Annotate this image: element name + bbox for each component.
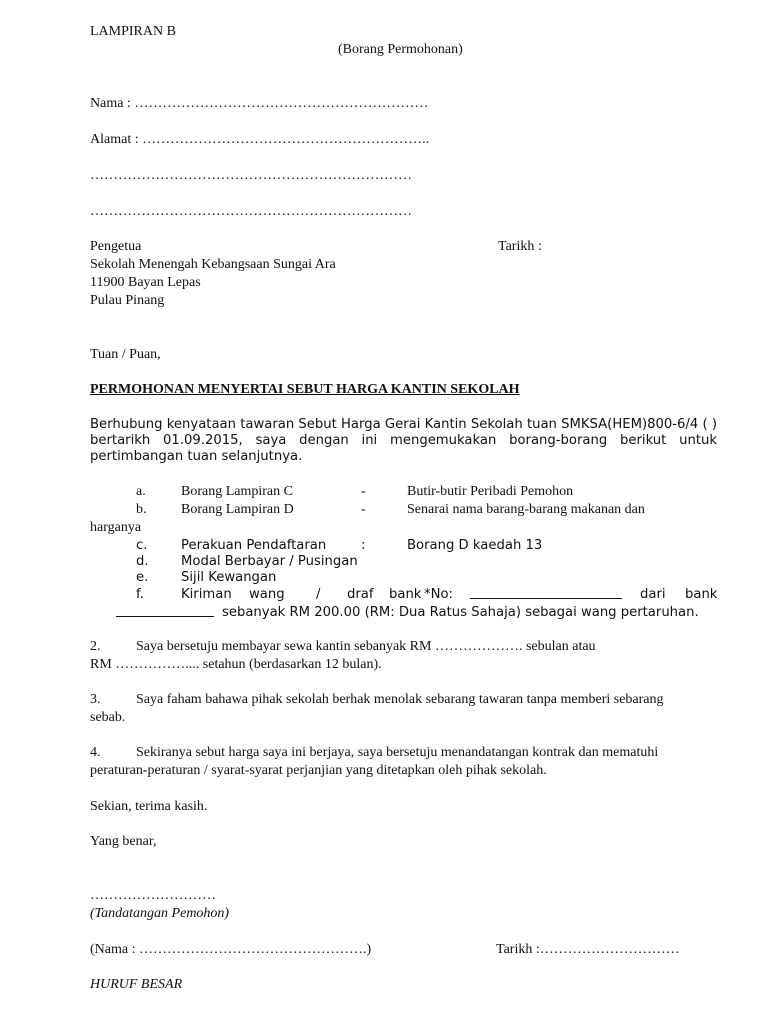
item-name: Modal Berbayar / Pusingan (181, 554, 358, 569)
item-letter: f. (136, 587, 144, 602)
item-f-word: wang (249, 587, 285, 602)
nama-field[interactable]: Nama : ……………………………………………………… (90, 96, 429, 111)
item-separator: - (361, 484, 366, 499)
item-f-amount: sebanyak RM 200.00 (RM: Dua Ratus Sahaja) sebagai wang pertaruhan. (222, 605, 699, 620)
recipient-line: Sekolah Menengah Kebangsaan Sungai Ara (90, 257, 336, 272)
para3-line2: sebab. (90, 710, 126, 725)
letter-title: PERMOHONAN MENYERTAI SEBUT HARGA KANTIN SEKOLAH (90, 382, 520, 397)
item-desc: Butir-butir Peribadi Pemohon (407, 484, 574, 499)
para-number: 3. (90, 692, 101, 707)
salutation: Tuan / Puan, (90, 347, 161, 362)
item-desc-wrap: harganya (90, 520, 142, 535)
item-separator: : (361, 538, 366, 553)
item-f-word: bank (685, 587, 718, 602)
closing-yang-benar: Yang benar, (90, 834, 157, 849)
item-f-word: draf (347, 587, 374, 602)
item-name: Sijil Kewangan (181, 570, 277, 585)
para-number: 4. (90, 745, 101, 760)
form-subtitle: (Borang Permohonan) (338, 42, 463, 57)
signature-line[interactable]: ……………………… (90, 888, 216, 903)
item-name: Borang Lampiran C (181, 484, 293, 499)
para4-line2: peraturan-peraturan / syarat-syarat perjanjian yang ditetapkan oleh pihak sekolah. (90, 763, 547, 778)
item-f-word: *No: (424, 587, 453, 602)
recipient-line: Pengetua (90, 239, 142, 254)
item-separator: - (361, 502, 366, 517)
lampiran-label: LAMPIRAN B (90, 24, 176, 39)
bank-name-blank[interactable] (116, 605, 214, 622)
item-letter: d. (136, 554, 149, 569)
item-f-word: / (316, 587, 321, 602)
item-f-word: Kiriman (181, 587, 232, 602)
item-letter: c. (136, 538, 148, 553)
item-letter: a. (136, 484, 146, 499)
item-f-word: bank (389, 587, 422, 602)
intro-paragraph: Berhubung kenyataan tawaran Sebut Harga Gerai Kantin Sekolah tuan SMKSA(HEM)800-6/4 ( ) bertarikh 01.09.2015, saya dengan ini mengemukakan borang-borang berikut untuk pertimbangan tuan selanjutnya. (90, 417, 717, 464)
item-letter: b. (136, 502, 147, 517)
item-name: Perakuan Pendaftaran (181, 538, 327, 553)
item-desc: Senarai nama barang-barang makanan dan (407, 502, 645, 517)
alamat-field-line3[interactable]: …………………………………………………………… (90, 204, 412, 219)
item-letter: e. (136, 570, 149, 585)
alamat-field-line2[interactable]: …………………………………………………………… (90, 168, 412, 183)
item-desc: Borang D kaedah 13 (407, 538, 543, 553)
item-f-word: dari (640, 587, 666, 602)
signature-label: (Tandatangan Pemohon) (90, 906, 230, 921)
alamat-field[interactable]: Alamat : …………………………………………………….. (90, 132, 430, 147)
para2-line1: Saya bersetuju membayar sewa kantin sebanyak RM ………………. sebulan atau (136, 639, 596, 654)
tarikh-label: Tarikh : (498, 239, 542, 254)
item-name: Borang Lampiran D (181, 502, 294, 517)
para3-line1: Saya faham bahawa pihak sekolah berhak menolak sebarang tawaran tanpa memberi sebarang (136, 692, 664, 707)
para2-line2: RM …………….... setahun (berdasarkan 12 bulan). (90, 657, 382, 672)
recipient-line: 11900 Bayan Lepas (90, 275, 201, 290)
para4-line1: Sekiranya sebut harga saya ini berjaya, saya bersetuju menandatangan kontrak dan mematuhi (136, 745, 659, 760)
closing-thanks: Sekian, terima kasih. (90, 799, 208, 814)
tarikh-signature-field[interactable]: Tarikh :………………………… (496, 942, 680, 957)
huruf-besar-note: HURUF BESAR (90, 977, 183, 992)
para-number: 2. (90, 639, 101, 654)
nama-signature-field[interactable]: (Nama : ………………………………………….) (90, 942, 372, 957)
draf-number-blank[interactable] (470, 587, 622, 604)
recipient-line: Pulau Pinang (90, 293, 165, 308)
